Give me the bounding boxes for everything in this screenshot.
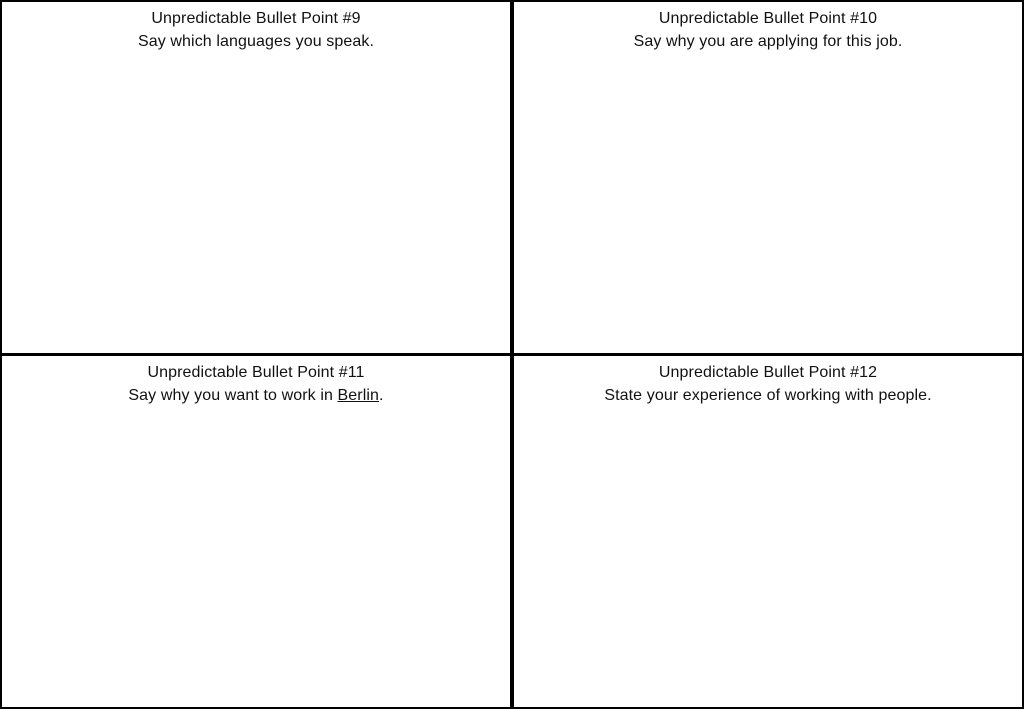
berlin-link[interactable]: Berlin	[337, 387, 380, 404]
card-title: Unpredictable Bullet Point #9	[151, 10, 361, 27]
card-bullet-point-10	[511, 0, 1024, 355]
card-prompt: Say which languages you speak.	[137, 33, 375, 50]
card-prompt	[2, 384, 510, 407]
card-prompt-text: Say why you want to work in	[128, 387, 338, 404]
card-text	[514, 7, 1022, 53]
card-bullet-point-11	[0, 353, 512, 709]
card-text	[2, 7, 510, 53]
card-title: Unpredictable Bullet Point #11	[147, 364, 365, 381]
card-text	[2, 361, 510, 407]
card-prompt-period: .	[379, 387, 384, 404]
card-bullet-point-9	[0, 0, 512, 355]
card-title: Unpredictable Bullet Point #10	[658, 10, 878, 27]
card-title: Unpredictable Bullet Point #12	[658, 364, 878, 381]
card-prompt: Say why you are applying for this job.	[633, 33, 903, 50]
card-text	[514, 361, 1022, 407]
card-prompt: State your experience of working with people.	[604, 387, 932, 404]
card-bullet-point-12	[511, 353, 1024, 709]
